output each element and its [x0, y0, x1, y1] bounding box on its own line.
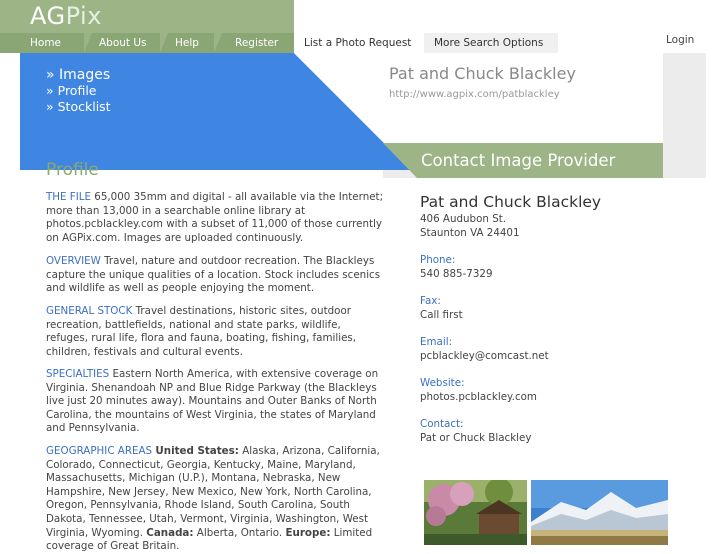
nav-home[interactable]: Home	[30, 37, 62, 49]
phone-label: Phone:	[420, 254, 456, 266]
general-stock-label: GENERAL STOCK	[46, 305, 133, 317]
email-link[interactable]: pcblackley@comcast.net	[420, 350, 549, 362]
overview-text: Travel, nature and outdoor recreation. The Blackleys capture the unique qualities of a location. Stock includes scenics and wildlife as well as people enjoying the moment.	[46, 255, 381, 295]
nav-separator	[84, 33, 92, 53]
geographic-areas-section	[46, 445, 384, 554]
fax-label: Fax:	[420, 295, 441, 307]
website-label: Website:	[420, 377, 465, 389]
tab-more-search-options[interactable]: More Search Options	[434, 37, 544, 49]
us-areas: Alaska, Arizona, California, Colorado, Connecticut, Georgia, Kentucky, Maine, Maryland, Massachusetts, Michigan (U.P.), Montana, Nebraska, New Hampshire, New Jersey, New Mexico, New York, North Carolina, Oregon, Pennsylvania, Rhode Island, South Carolina, South Dakota, Tennessee, Utah, Vermont, Virginia, Washington, West Virginia, Wyoming.	[46, 445, 380, 539]
us-label: United States:	[155, 445, 239, 457]
login-link[interactable]: Login	[666, 34, 695, 46]
agpix-logo[interactable]: AGPix	[30, 2, 102, 30]
nav-about-us[interactable]: About Us	[99, 37, 147, 49]
profile-title: Profile	[46, 160, 99, 180]
geographic-areas-label: GEOGRAPHIC AREAS	[46, 445, 153, 457]
photo-thumbnail-mill[interactable]	[424, 480, 527, 545]
europe-areas: Limited coverage of Great Britain.	[46, 526, 373, 553]
website-link[interactable]: photos.pcblackley.com	[420, 391, 537, 403]
nav-help[interactable]: Help	[175, 37, 199, 49]
canada-areas: Alberta, Ontario.	[196, 526, 283, 539]
banner-provider-url[interactable]: http://www.agpix.com/patblackley	[389, 89, 560, 100]
photo-thumbnail-mountain[interactable]	[531, 480, 668, 545]
overview-section	[46, 255, 384, 296]
contact-label: Contact:	[420, 418, 464, 430]
fax-value: Call first	[420, 309, 463, 321]
address-line-1: 406 Audubon St.	[420, 213, 507, 225]
stocklist-link[interactable]: » Stocklist	[46, 99, 111, 114]
banner-provider-name: Pat and Chuck Blackley	[389, 64, 576, 83]
contact-value: Pat or Chuck Blackley	[420, 432, 532, 444]
canada-label: Canada:	[146, 526, 194, 539]
overview-label: OVERVIEW	[46, 255, 101, 267]
specialties-section	[46, 368, 384, 436]
profile-link[interactable]: » Profile	[46, 83, 97, 98]
phone-value: 540 885-7329	[420, 268, 493, 280]
the-file-text: 65,000 35mm and digital - all available via the Internet; more than 13,000 in a searchable online library at photos.pcblackley.com with a subset of 11,000 of those currently on AGPix.com. Images are uploaded continuously.	[46, 191, 384, 244]
nav-separator	[214, 33, 222, 53]
specialties-text: Eastern North America, with extensive coverage on Virginia. Shenandoah NP and Blue Ridge Parkway (the Blackleys live just 20 minutes away). Mountains and Outer Banks of North Carolina, the mountains of West Virginia, the states of Maryland and Pennsylvania.	[46, 368, 379, 435]
specialties-label: SPECIALTIES	[46, 368, 110, 380]
the-file-section	[46, 191, 384, 245]
nav-separator	[160, 33, 168, 53]
images-link[interactable]: » Images	[46, 67, 111, 83]
contact-image-provider-title: Contact Image Provider	[421, 151, 616, 170]
email-label: Email:	[420, 336, 453, 348]
general-stock-text: Travel destinations, historic sites, outdoor recreation, battlefields, national and state parks, wildlife, refuges, rural life, flora and fauna, boating, fishing, families, children, festivals and cultural events.	[46, 305, 357, 358]
nav-register[interactable]: Register	[235, 37, 279, 49]
tab-list-photo-request[interactable]: List a Photo Request	[304, 37, 412, 49]
contact-name: Pat and Chuck Blackley	[420, 193, 602, 211]
address-line-2: Staunton VA 24401	[420, 227, 520, 239]
the-file-label: THE FILE	[46, 191, 92, 203]
general-stock-section	[46, 305, 384, 359]
provider-links	[46, 67, 111, 115]
europe-label: Europe:	[285, 526, 331, 539]
